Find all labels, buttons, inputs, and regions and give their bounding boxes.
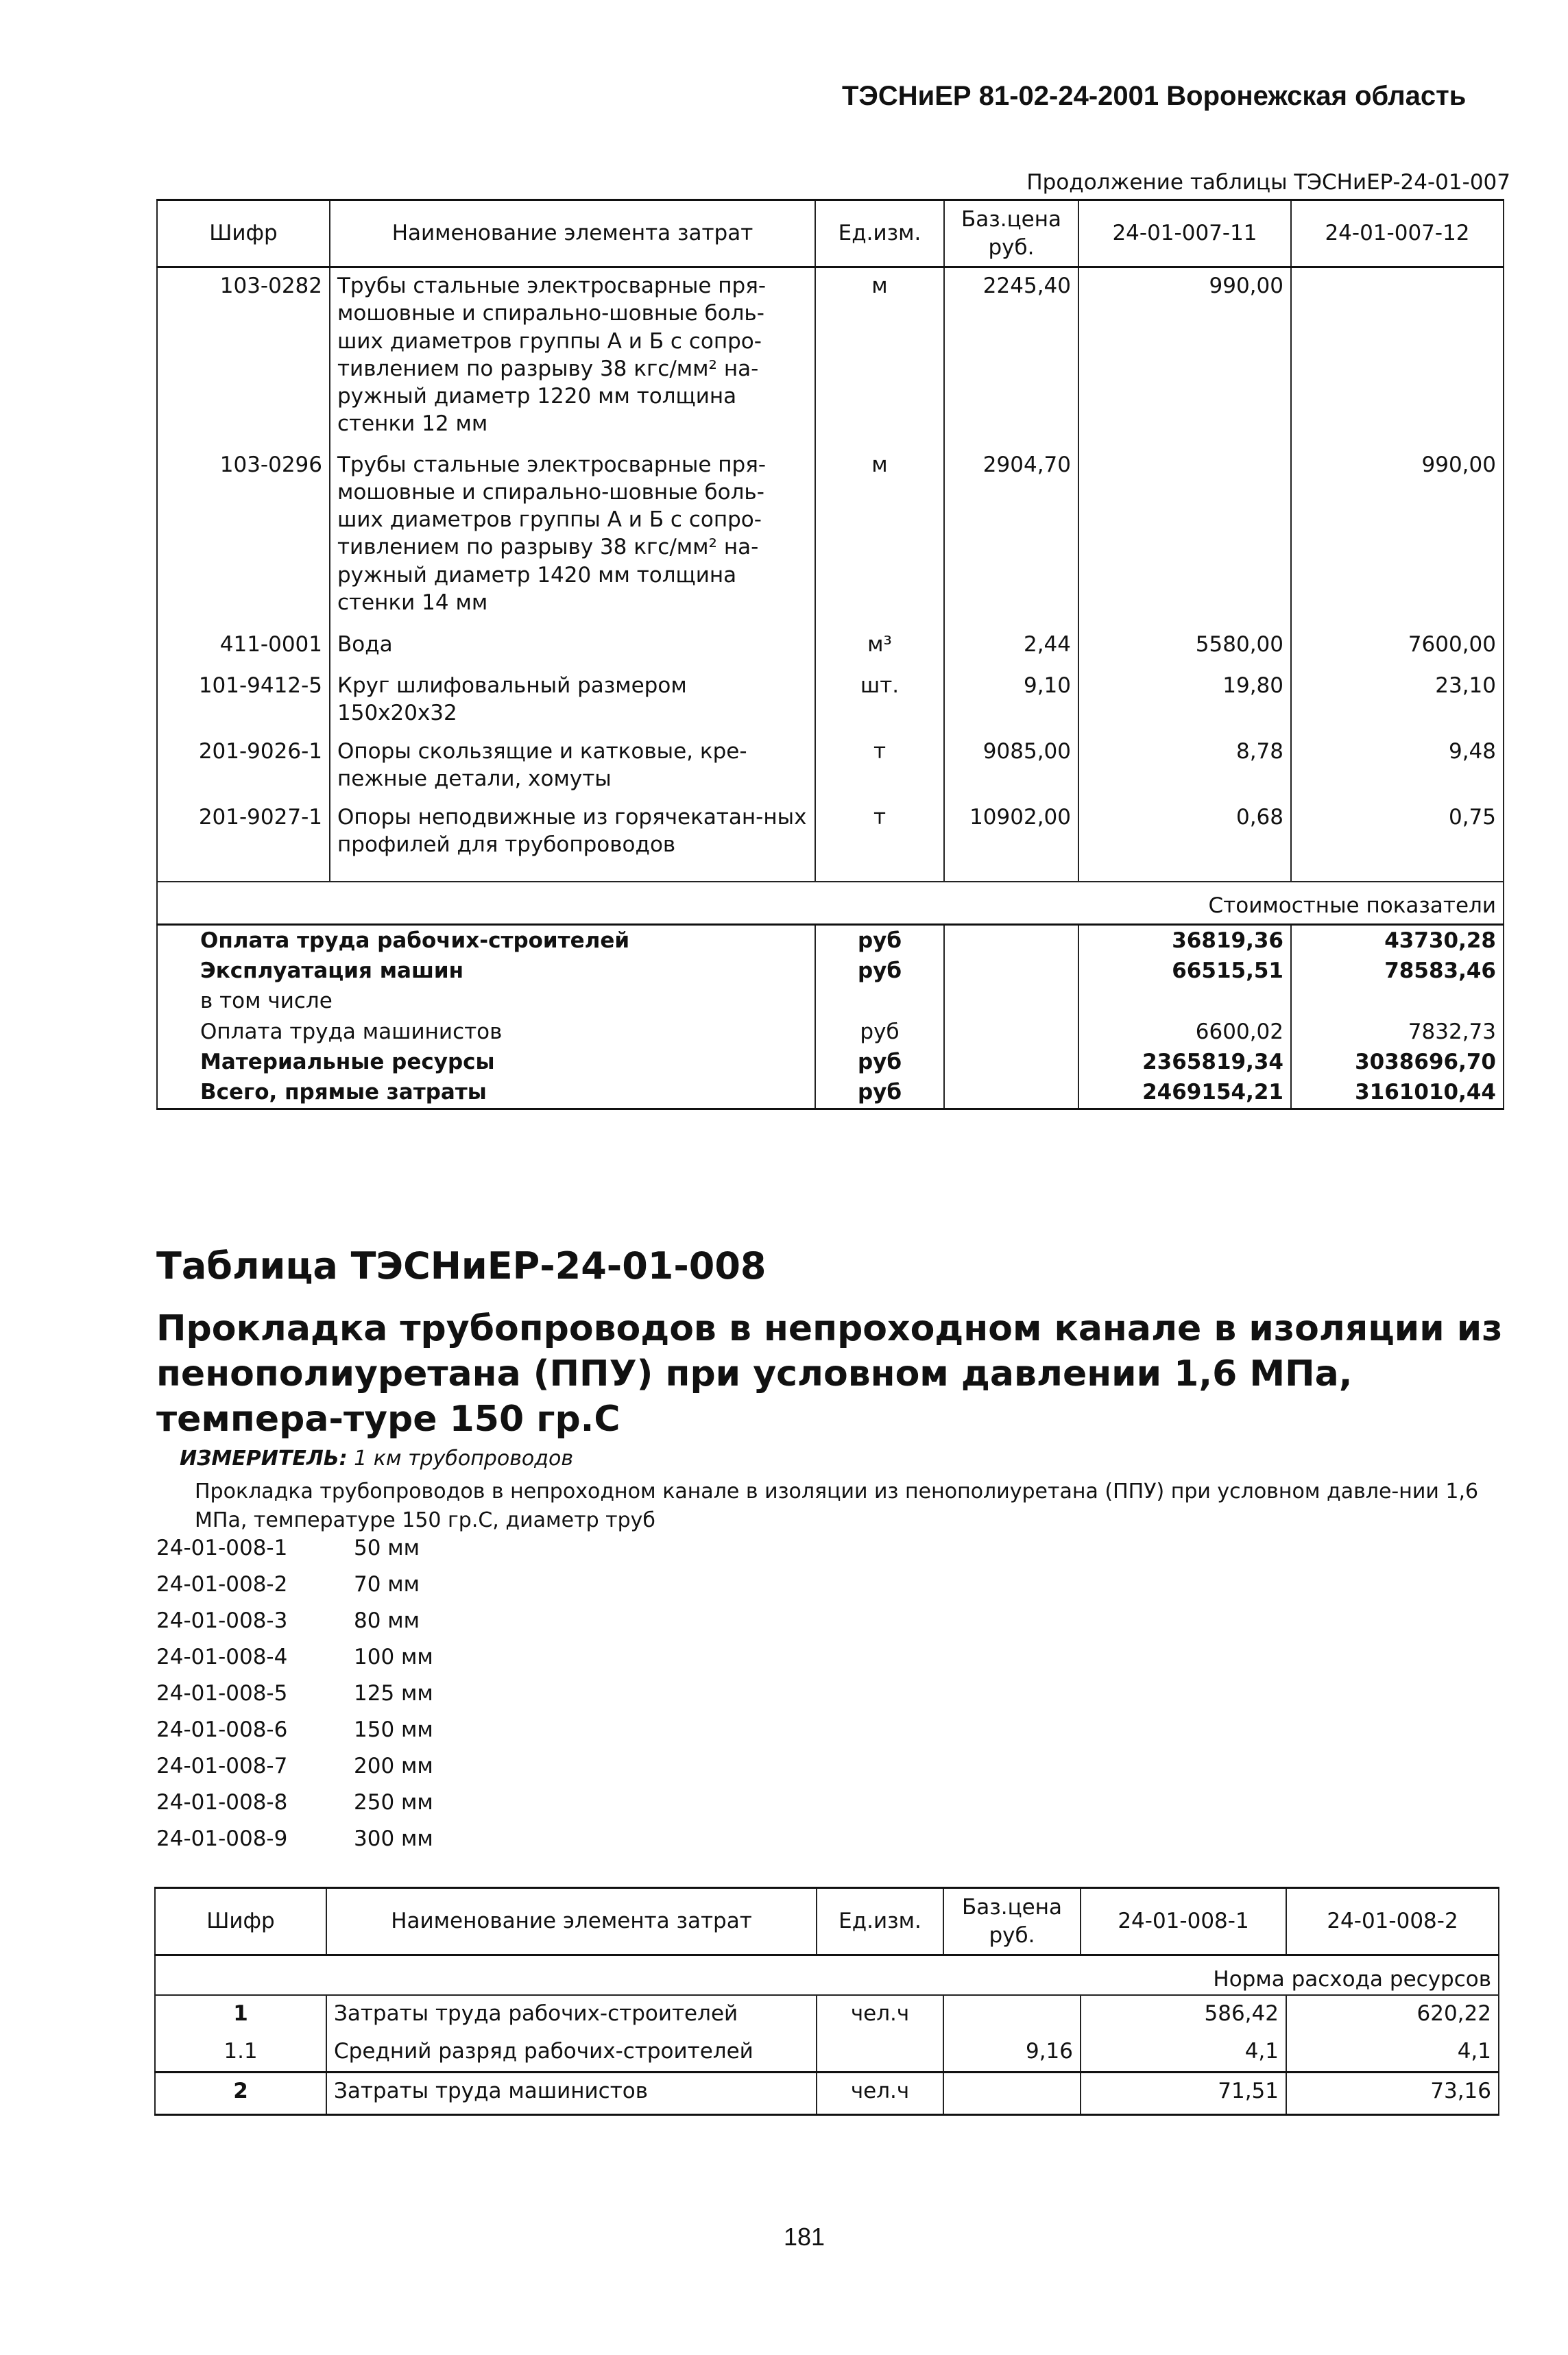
row-unit: шт. [815,668,944,734]
cost-row [157,956,1504,986]
cost-empty [944,1047,1078,1077]
row-code: 411-0001 [157,627,330,668]
cost-row [157,924,1504,956]
code-item [156,1572,433,1608]
column-header: 24-01-007-11 [1078,200,1291,267]
row-value-2: 0,75 [1291,799,1504,882]
cost-unit: руб [815,956,944,986]
cost-unit [815,986,944,1016]
code-diameter: 80 мм [354,1608,420,1633]
row-name: Трубы стальные электросварные пря-мошовные и спирально-шовные боль-ших диаметров группы А и Б с сопро-тивлением по разрыву 38 кгс/мм² на-ружный диаметр 1420 мм толщина стенки 14 мм [330,447,815,627]
code-item [156,1754,433,1790]
measure-value: 1 км трубопроводов [354,1447,574,1471]
code-id: 24-01-008-4 [156,1645,288,1669]
cost-value-1: 66515,51 [1078,956,1291,986]
code-id: 24-01-008-2 [156,1572,288,1597]
row-unit: м³ [815,627,944,668]
cost-empty [944,1077,1078,1109]
row-price: 9,16 [943,2033,1081,2072]
cost-value-1: 36819,36 [1078,924,1291,956]
column-header: 24-01-007-12 [1291,200,1504,267]
table-header-row [155,1888,1499,1955]
code-item [156,1826,433,1863]
cost-value-2: 78583,46 [1291,956,1504,986]
row-value-2: 620,22 [1286,1995,1499,2033]
row-unit [817,2033,943,2072]
column-header: Наименование элемента затрат [326,1888,817,1955]
column-header: Ед.изм. [815,200,944,267]
row-value-1: 5580,00 [1078,627,1291,668]
code-item [156,1681,433,1717]
table-row [155,2033,1499,2072]
row-price: 9,10 [944,668,1078,734]
cost-value-1: 2365819,34 [1078,1047,1291,1077]
table-row [157,267,1504,447]
cost-label: Материальные ресурсы [157,1047,815,1077]
code-list [156,1536,433,1863]
code-diameter: 300 мм [354,1826,433,1851]
row-code: 1.1 [155,2033,326,2072]
table-row [157,799,1504,882]
cost-value-2: 7832,73 [1291,1017,1504,1047]
cost-row [157,1047,1504,1077]
row-unit: т [815,734,944,799]
code-diameter: 70 мм [354,1572,420,1597]
row-name: Затраты труда рабочих-строителей [326,1995,817,2033]
code-id: 24-01-008-1 [156,1536,288,1560]
row-name: Средний разряд рабочих-строителей [326,2033,817,2072]
row-price [943,1995,1081,2033]
row-price: 9085,00 [944,734,1078,799]
table-header-row [157,200,1504,267]
norm-header: Норма расхода ресурсов [155,1955,1499,1996]
table-title: Таблица ТЭСНиЕР-24-01-008 [156,1244,767,1288]
measure-label: ИЗМЕРИТЕЛЬ: [180,1447,348,1471]
cost-label: Оплата труда рабочих-строителей [157,924,815,956]
code-id: 24-01-008-6 [156,1717,288,1742]
code-diameter: 150 мм [354,1717,433,1742]
cost-row [157,1077,1504,1109]
row-code: 201-9026-1 [157,734,330,799]
cost-unit: руб [815,1047,944,1077]
row-code: 2 [155,2072,326,2114]
row-value-1: 990,00 [1078,267,1291,447]
cost-label: Эксплуатация машин [157,956,815,986]
code-diameter: 200 мм [354,1754,433,1778]
row-name: Круг шлифовальный размером 150x20x32 [330,668,815,734]
row-value-1: 8,78 [1078,734,1291,799]
page-number: 181 [784,2223,825,2251]
row-unit: чел.ч [817,1995,943,2033]
table-description: Прокладка трубопроводов в непроходном канале в изоляции из пенополиуретана (ППУ) при условном давле-нии 1,6 МПа, температуре 150 гр.С, диаметр труб [195,1480,1479,1532]
code-item [156,1645,433,1681]
cost-empty [944,956,1078,986]
row-price: 2245,40 [944,267,1078,447]
code-diameter: 100 мм [354,1645,433,1669]
row-price: 2904,70 [944,447,1078,627]
cost-unit: руб [815,1077,944,1109]
column-header: 24-01-008-2 [1286,1888,1499,1955]
row-value-2: 990,00 [1291,447,1504,627]
table-row [157,447,1504,627]
code-id: 24-01-008-7 [156,1754,288,1778]
cost-unit: руб [815,1017,944,1047]
row-name: Вода [330,627,815,668]
code-diameter: 250 мм [354,1790,433,1815]
table-row [155,2072,1499,2114]
cost-row [157,1017,1504,1047]
resource-table-007 [156,199,1504,1110]
row-value-2: 9,48 [1291,734,1504,799]
table-row [157,627,1504,668]
code-item [156,1536,433,1572]
row-unit: м [815,267,944,447]
cost-value-2: 3161010,44 [1291,1077,1504,1109]
column-header: Ед.изм. [817,1888,943,1955]
column-header: Баз.цена руб. [944,200,1078,267]
row-code: 101-9412-5 [157,668,330,734]
table-row [157,734,1504,799]
cost-header: Стоимостные показатели [157,882,1504,925]
column-header: Шифр [155,1888,326,1955]
code-diameter: 125 мм [354,1681,433,1706]
cost-unit: руб [815,924,944,956]
row-value-2: 23,10 [1291,668,1504,734]
cost-value-2 [1291,986,1504,1016]
row-unit: м [815,447,944,627]
cost-value-1 [1078,986,1291,1016]
column-header: Наименование элемента затрат [330,200,815,267]
row-value-1: 71,51 [1081,2072,1286,2114]
column-header: Баз.цена руб. [943,1888,1081,1955]
table-continuation-caption: Продолжение таблицы ТЭСНиЕР-24-01-007 [1026,170,1510,195]
row-value-1: 4,1 [1081,2033,1286,2072]
cost-label: Всего, прямые затраты [157,1077,815,1109]
table-row [157,668,1504,734]
code-diameter: 50 мм [354,1536,420,1560]
row-value-1: 586,42 [1081,1995,1286,2033]
cost-value-2: 3038696,70 [1291,1047,1504,1077]
row-value-2 [1291,267,1504,447]
code-item [156,1790,433,1826]
cost-value-1: 6600,02 [1078,1017,1291,1047]
row-value-2: 7600,00 [1291,627,1504,668]
row-code: 1 [155,1995,326,2033]
cost-header-row [157,882,1504,925]
cost-label: в том числе [157,986,815,1016]
row-price: 10902,00 [944,799,1078,882]
code-id: 24-01-008-3 [156,1608,288,1633]
measure-line [180,1447,573,1471]
cost-empty [944,1017,1078,1047]
row-value-2: 4,1 [1286,2033,1499,2072]
row-name: Опоры неподвижные из горячекатан-ных профилей для трубопроводов [330,799,815,882]
row-unit: чел.ч [817,2072,943,2114]
row-price [943,2072,1081,2114]
code-item [156,1608,433,1645]
column-header: Шифр [157,200,330,267]
cost-value-2: 43730,28 [1291,924,1504,956]
code-id: 24-01-008-8 [156,1790,288,1815]
cost-row [157,986,1504,1016]
row-value-1 [1078,447,1291,627]
cost-value-1: 2469154,21 [1078,1077,1291,1109]
page-header: ТЭСНиЕР 81-02-24-2001 Воронежская область [842,81,1467,111]
row-code: 103-0282 [157,267,330,447]
row-price: 2,44 [944,627,1078,668]
row-name: Трубы стальные электросварные пря-мошовные и спирально-шовные боль-ших диаметров группы А и Б с сопро-тивлением по разрыву 38 кгс/мм² на-ружный диаметр 1220 мм толщина стенки 12 мм [330,267,815,447]
table-row [155,1995,1499,2033]
resource-table-008 [154,1887,1499,2116]
norm-header-row [155,1955,1499,1996]
column-header: 24-01-008-1 [1081,1888,1286,1955]
row-value-2: 73,16 [1286,2072,1499,2114]
row-value-1: 0,68 [1078,799,1291,882]
row-name: Затраты труда машинистов [326,2072,817,2114]
code-item [156,1717,433,1754]
row-code: 201-9027-1 [157,799,330,882]
row-name: Опоры скользящие и катковые, кре-пежные детали, хомуты [330,734,815,799]
code-id: 24-01-008-5 [156,1681,288,1706]
table-subtitle: Прокладка трубопроводов в непроходном канале в изоляции из пенополиуретана (ППУ) при условном давлении 1,6 МПа, темпера-туре 150 гр.С [156,1308,1503,1440]
row-unit: т [815,799,944,882]
cost-empty [944,924,1078,956]
row-value-1: 19,80 [1078,668,1291,734]
row-code: 103-0296 [157,447,330,627]
cost-label: Оплата труда машинистов [157,1017,815,1047]
code-id: 24-01-008-9 [156,1826,288,1851]
cost-empty [944,986,1078,1016]
